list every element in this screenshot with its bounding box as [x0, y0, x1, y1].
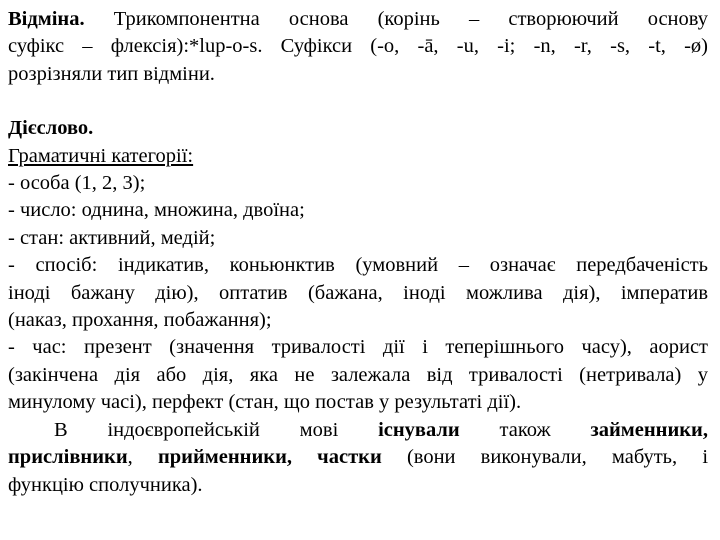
final-line-2: прислівники, прийменники, частки (вони виконували, мабуть, і	[8, 446, 709, 469]
category-tense-line-1: - час: презент (значення тривалості дії і теперішнього часу), аорист	[8, 336, 708, 359]
paragraph-gap	[8, 88, 708, 115]
bold-adverbs: прислівники	[8, 446, 128, 469]
final-line-1: В індоєвропейській мові існували також займенники,	[54, 418, 708, 441]
category-mood-line-1: - спосіб: індикатив, коньюнктив (умовний – означає передбаченість	[8, 254, 708, 277]
bold-prepositions-particles: прийменники, частки	[157, 446, 382, 469]
intro-line-1-text: Трикомпонентна основа (корінь – створюючий основу	[113, 8, 709, 30]
category-tense-line-3: минулому часі), перфект (стан, що постав у результаті дії).	[8, 391, 522, 414]
intro-line-2: суфікс – флексія):*lup-o-s. Суфікси (-o, -ā, -u, -i; -n, -r, -s, -t, -ø)	[8, 35, 708, 58]
category-mood-line-3: (наказ, прохання, побажання);	[8, 309, 272, 332]
intro-line-1	[8, 6, 708, 33]
category-tense-line-2: (закінчена дія або дія, яка не залежала від тривалості (нетривала) у	[8, 363, 708, 386]
category-number: - число: однина, множина, двоїна;	[8, 199, 305, 222]
category-voice: - стан: активний, медій;	[8, 226, 216, 249]
document-page	[8, 6, 708, 499]
final-line-3: функцію сполучника).	[8, 473, 203, 496]
bold-existed: існували	[378, 418, 460, 441]
intro-line-3: розрізняли тип відміни.	[8, 62, 215, 85]
category-person: - особа (1, 2, 3);	[8, 172, 146, 195]
verb-heading: Дієслово.	[8, 117, 94, 140]
declension-heading: Відміна.	[8, 8, 85, 30]
category-mood-line-2: іноді бажану дію), оптатив (бажана, іноді можлива дія), імператив	[8, 281, 708, 304]
grammar-categories-heading: Граматичні категорії:	[8, 144, 194, 167]
bold-pronouns: займенники,	[590, 418, 708, 441]
